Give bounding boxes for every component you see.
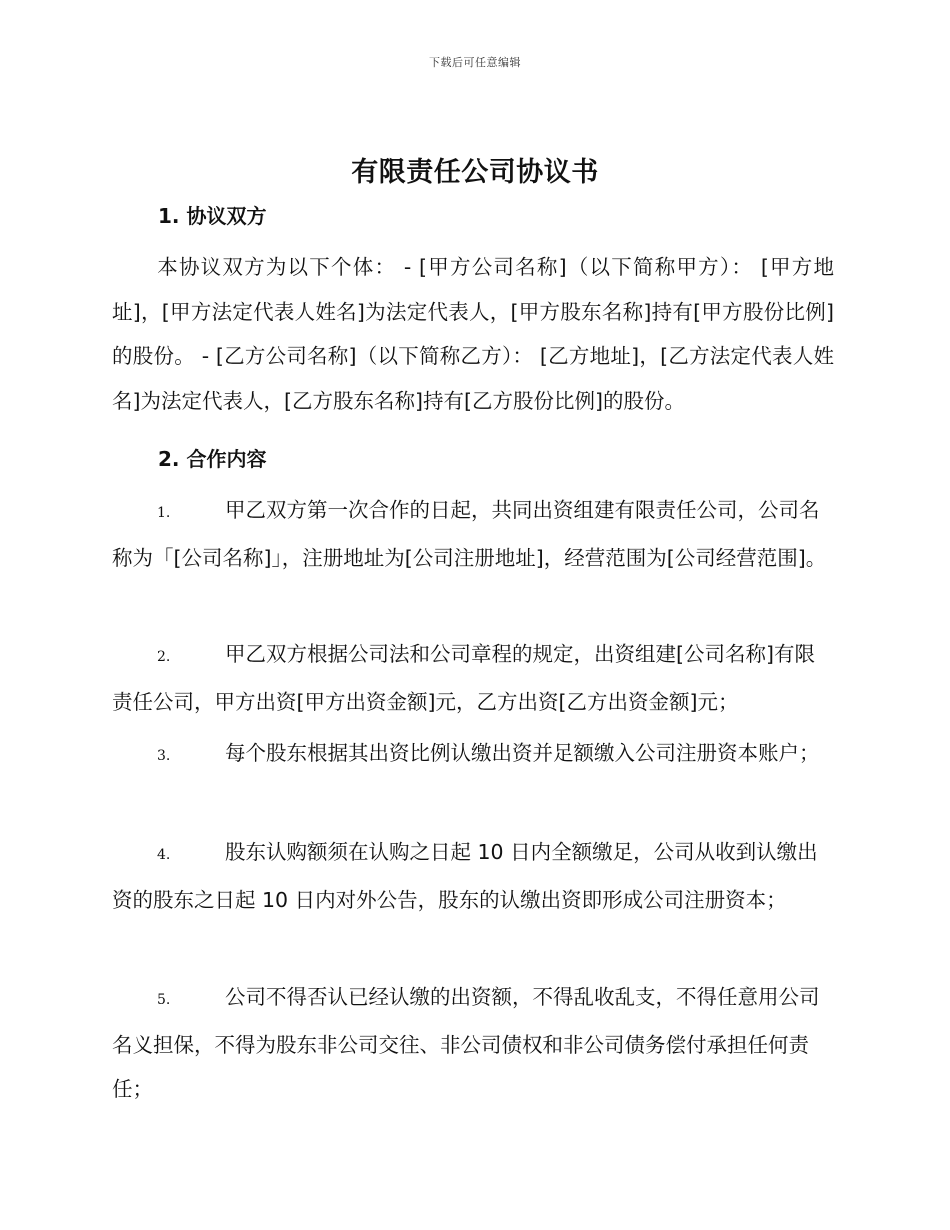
list-item-text: 每个股东根据其出资比例认缴出资并足额缴入公司注册资本账户；	[225, 741, 820, 765]
document-title: 有限责任公司协议书	[351, 157, 599, 188]
parties-paragraph-text: 本协议双方为以下个体： - [甲方公司名称]（以下简称甲方）： [甲方地址]，[甲方法定代表人姓名]为法定代表人，[甲方股东名称]持有[甲方股份比例]的股份。 - [乙方公司名称]（以下简称乙方）： [乙方地址]，[乙方法定代表人姓名]为法定代表人，[乙方股东名称]持有[乙方股份比例]的股份。	[112, 255, 834, 413]
list-item-text: 公司不得否认已经认缴的出资额，不得乱收乱支，不得任意用公司名义担保，不得为股东非公司交往、非公司债权和非公司债务偿付承担任何责任；	[112, 985, 820, 1101]
list-item-number: 4.	[157, 847, 171, 863]
list-item	[112, 632, 834, 724]
list-item-text: 甲乙双方根据公司法和公司章程的规定，出资组建[公司名称]有限责任公司，甲方出资[甲方出资金额]元，乙方出资[乙方出资金额]元；	[112, 642, 815, 714]
list-item	[112, 830, 834, 922]
list-item-number: 3.	[157, 748, 171, 764]
parties-paragraph	[112, 245, 834, 423]
section-heading-parties: 1. 协议双方	[158, 204, 267, 228]
header-note: 下载后可任意编辑	[429, 56, 521, 69]
list-item-text: 股东认购额须在认购之日起 10 日内全额缴足，公司从收到认缴出资的股东之日起 10 日内对外公告，股东的认缴出资即形成公司注册资本；	[112, 840, 818, 912]
list-item	[112, 975, 834, 1112]
list-item-text: 甲乙双方第一次合作的日起，共同出资组建有限责任公司，公司名称为「[公司名称]」，注册地址为[公司注册地址]，经营范围为[公司经营范围]。	[112, 498, 827, 570]
list-item-number: 5.	[157, 992, 171, 1008]
list-item	[112, 731, 834, 779]
list-item-number: 2.	[157, 649, 171, 665]
list-item-number: 1.	[157, 505, 171, 521]
section-heading-cooperation: 2. 合作内容	[158, 447, 267, 471]
list-item	[112, 488, 834, 580]
